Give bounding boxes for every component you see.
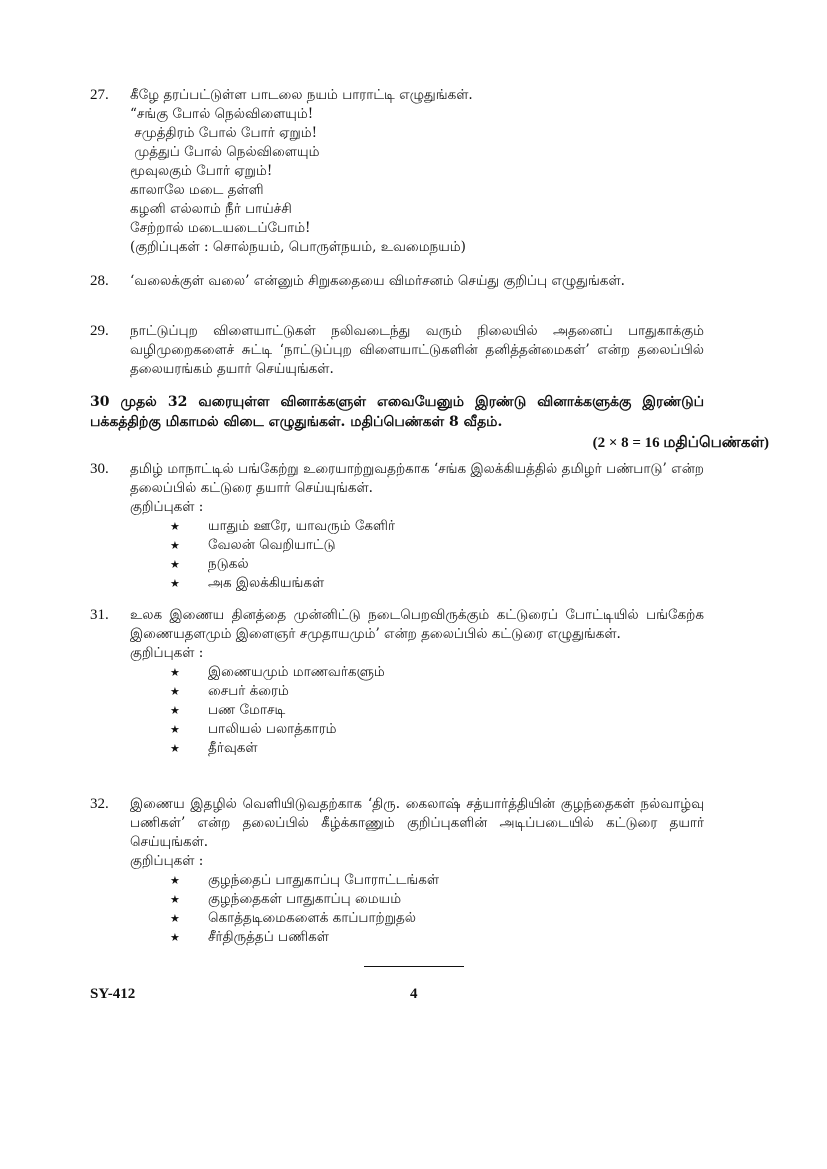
question-29 bbox=[90, 322, 704, 379]
question-text: கீழே தரப்பட்டுள்ள பாடலை நயம் பாராட்டி எழுதுங்கள். bbox=[130, 87, 473, 103]
question-number: 28. bbox=[90, 273, 109, 289]
hint-item: ★ பாலியல் பலாத்காரம் bbox=[170, 720, 704, 739]
hint-item: ★ இணையமும் மாணவர்களும் bbox=[170, 663, 704, 682]
question-number: 31. bbox=[90, 607, 109, 623]
question-text: ‘வலைக்குள் வலை’ என்னும் சிறுகதையை விமர்சனம் செய்து குறிப்பு எழுதுங்கள். bbox=[130, 273, 625, 289]
hint-item: ★ சைபர் க்ரைம் bbox=[170, 682, 704, 701]
hint-item: ★ யாதும் ஊரே, யாவரும் கேளிர் bbox=[170, 517, 704, 536]
page-number: 4 bbox=[410, 986, 418, 1002]
hint-item: ★ வேலன் வெறியாட்டு bbox=[170, 536, 704, 555]
poem-line: முத்துப் போல் நெல்விளையும் bbox=[130, 144, 320, 160]
hints-label: குறிப்புகள் : bbox=[130, 853, 204, 869]
hint-item: ★ நடுகல் bbox=[170, 555, 704, 574]
poem-line: கழனி எல்லாம் நீர் பாய்ச்சி bbox=[130, 201, 292, 217]
hint-item: ★ தீர்வுகள் bbox=[170, 739, 704, 758]
hint-item: ★ பண மோசடி bbox=[170, 701, 704, 720]
hint-item: ★ குழந்தைப் பாதுகாப்பு போராட்டங்கள் bbox=[170, 871, 704, 890]
poem bbox=[130, 105, 704, 257]
question-text: இணைய இதழில் வெளியிடுவதற்காக ‘திரு. கைலாஷ் சத்யார்த்தியின் குழந்தைகள் நல்வாழ்வு பணிகள்’ என்ற தலைப்பில் கீழ்க்காணும் குறிப்புகளின் அடிப்படையில் கட்டுரை தயார் செய்யுங்கள். bbox=[130, 796, 704, 850]
paper-code: SY-412 bbox=[90, 986, 136, 1002]
section-instruction: 30 முதல் 32 வரையுள்ள வினாக்களுள் எவையேனும் இரண்டு வினாக்களுக்கு இரண்டுப் பக்கத்திற்கு மிகாமல் விடை எழுதுங்கள். மதிப்பெண்கள் 8 வீதம். bbox=[90, 394, 704, 430]
hints-label: குறிப்புகள் : bbox=[130, 645, 204, 661]
question-text: உலக இணைய தினத்தை முன்னிட்டு நடைபெறவிருக்கும் கட்டுரைப் போட்டியில் பங்கேற்க இணையதளமும் இளைஞர் சமுதாயமும்’ என்ற தலைப்பில் கட்டுரை எழுதுங்கள். bbox=[130, 607, 704, 642]
hint-list bbox=[170, 871, 704, 947]
question-32 bbox=[90, 795, 704, 947]
question-28 bbox=[90, 272, 704, 291]
question-number: 29. bbox=[90, 323, 109, 339]
section-marks: (2 × 8 = 16 மதிப்பெண்கள்) bbox=[592, 435, 769, 451]
poem-line: “சங்கு போல் நெல்விளையும்! bbox=[130, 106, 314, 122]
question-30 bbox=[90, 460, 704, 593]
question-31 bbox=[90, 606, 704, 758]
poem-hint: (குறிப்புகள் : சொல்நயம், பொருள்நயம், உவமைநயம்) bbox=[130, 239, 466, 255]
question-number: 30. bbox=[90, 461, 109, 477]
hint-item: ★ அக இலக்கியங்கள் bbox=[170, 574, 704, 593]
question-text: தமிழ் மாநாட்டில் பங்கேற்று உரையாற்றுவதற்காக ‘சங்க இலக்கியத்தில் தமிழர் பண்பாடு’ என்ற தலைப்பில் கட்டுரை தயார் செய்யுங்கள். bbox=[130, 461, 704, 496]
poem-line: மூவுலகும் போர் ஏறும்! bbox=[130, 163, 273, 179]
hint-list bbox=[170, 663, 704, 758]
hint-item: ★ கொத்தடிமைகளைக் காப்பாற்றுதல் bbox=[170, 909, 704, 928]
hint-item: ★ குழந்தைகள் பாதுகாப்பு மையம் bbox=[170, 890, 704, 909]
question-text: நாட்டுப்புற விளையாட்டுகள் நலிவடைந்து வரும் நிலையில் அதனைப் பாதுகாக்கும் வழிமுறைகளைச் சுட்டி ‘நாட்டுப்புற விளையாட்டுகளின் தனித்தன்மைகள்’ என்ற தலைப்பில் தலையரங்கம் தயார் செய்யுங்கள். bbox=[130, 323, 704, 377]
poem-line: காலாலே மடை தள்ளி bbox=[130, 182, 264, 198]
poem-line: சேற்றால் மடையடைப்போம்! bbox=[130, 220, 311, 236]
hint-item: ★ சீர்திருத்தப் பணிகள் bbox=[170, 928, 704, 947]
poem-line: சமுத்திரம் போல் போர் ஏறும்! bbox=[130, 125, 318, 141]
question-number: 27. bbox=[90, 87, 109, 103]
hints-label: குறிப்புகள் : bbox=[130, 499, 204, 515]
hint-list bbox=[170, 517, 704, 593]
question-27 bbox=[90, 86, 704, 257]
question-number: 32. bbox=[90, 796, 109, 812]
end-rule bbox=[364, 966, 464, 967]
